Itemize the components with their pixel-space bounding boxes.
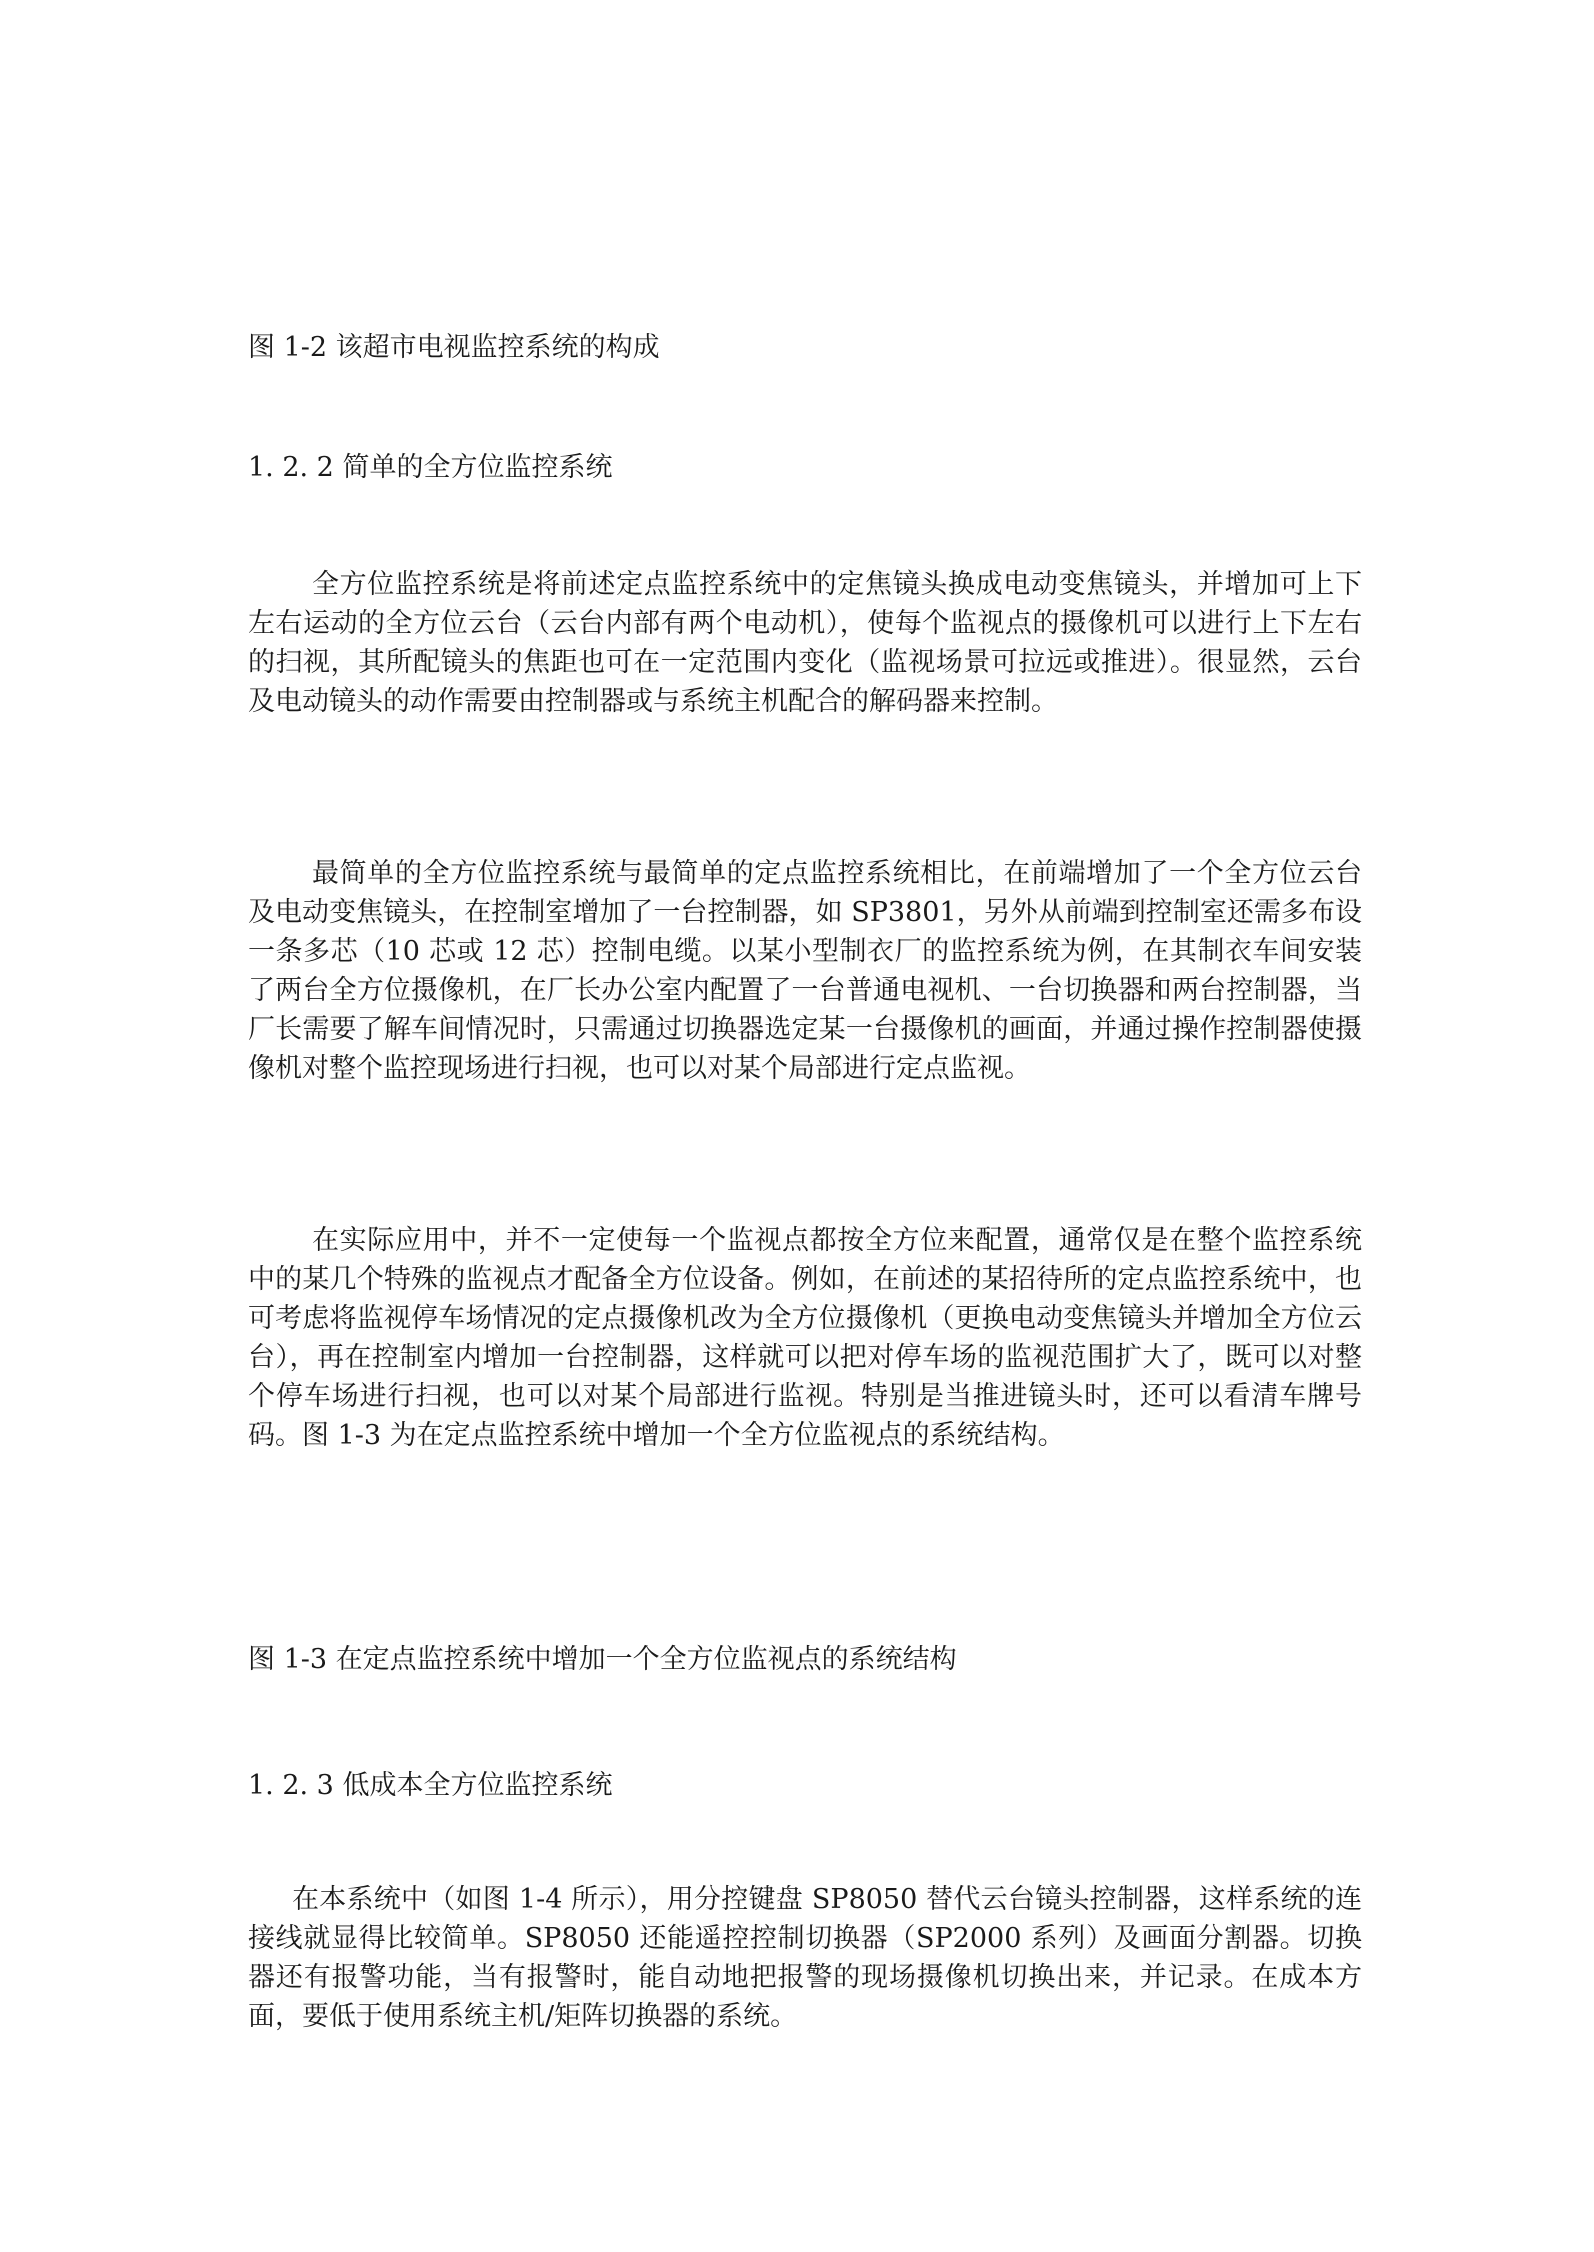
body-paragraph: 在实际应用中，并不一定使每一个监视点都按全方位来配置，通常仅是在整个监控系统中的某几个特殊的监视点才配备全方位设备。例如，在前述的某招待所的定点监控系统中，也可考虑将监视停车场情况的定点摄像机改为全方位摄像机（更换电动变焦镜头并增加全方位云台），再在控制室内增加一台控制器，这样就可以把对停车场的监视范围扩大了，既可以对整个停车场进行扫视，也可以对某个局部进行监视。特别是当推进镜头时，还可以看清车牌号码。图 1-3 为在定点监控系统中增加一个全方位监视点的系统结构。: [248, 1225, 1362, 1451]
figure-caption: 图 1-2 该超市电视监控系统的构成: [248, 332, 660, 363]
body-paragraph: 全方位监控系统是将前述定点监控系统中的定焦镜头换成电动变焦镜头，并增加可上下左右运动的全方位云台（云台内部有两个电动机），使每个监视点的摄像机可以进行上下左右的扫视，其所配镜头的焦距也可在一定范围内变化（监视场景可拉远或推进）。很显然，云台及电动镜头的动作需要由控制器或与系统主机配合的解码器来控制。: [248, 569, 1362, 717]
body-paragraph: 在本系统中（如图 1-4 所示），用分控键盘 SP8050 替代云台镜头控制器，这样系统的连接线就显得比较简单。SP8050 还能遥控控制切换器（SP2000 系列）及画面分割器。切换器还有报警功能，当有报警时，能自动地把报警的现场摄像机切换出来，并记录。在成本方面，要低于使用系统主机/矩阵切换器的系统。: [248, 1884, 1362, 2032]
section-heading: 1. 2. 3 低成本全方位监控系统: [248, 1770, 613, 1801]
body-paragraph: 最简单的全方位监控系统与最简单的定点监控系统相比，在前端增加了一个全方位云台及电动变焦镜头，在控制室增加了一台控制器，如 SP3801，另外从前端到控制室还需多布设一条多芯（10 芯或 12 芯）控制电缆。以某小型制衣厂的监控系统为例，在其制衣车间安装了两台全方位摄像机，在厂长办公室内配置了一台普通电视机、一台切换器和两台控制器，当厂长需要了解车间情况时，只需通过切换器选定某一台摄像机的画面，并通过操作控制器使摄像机对整个监控现场进行扫视，也可以对某个局部进行定点监视。: [248, 858, 1362, 1084]
figure-caption: 图 1-3 在定点监控系统中增加一个全方位监视点的系统结构: [248, 1644, 957, 1675]
section-heading: 1. 2. 2 简单的全方位监控系统: [248, 452, 613, 483]
